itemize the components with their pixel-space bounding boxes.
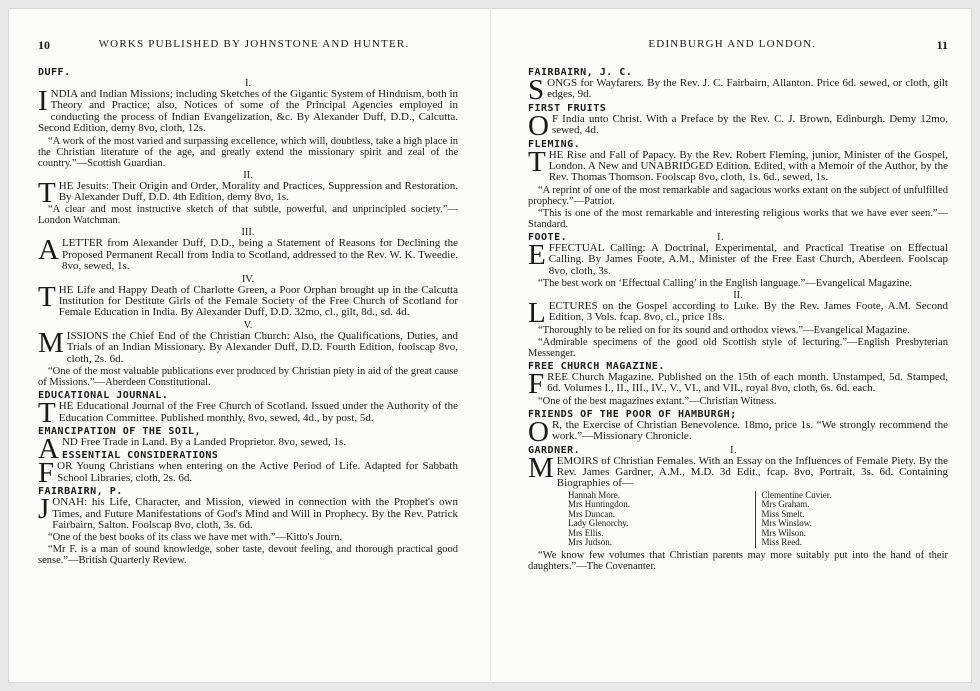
entry-text: ECTURES on the Gospel according to Luke. By the Rev. James Foote, A.M. Second Edition, 3 Vols. fcap. 8vo, cl., price 18s. — [548, 300, 948, 324]
entry-text: EMOIRS of Christian Females. With an Essay on the Influences of Female Piety. By the Rev. James Gardner, A.M., M.D. 3d Edit., fcap. 8vo, Portrait, 3s. 6d. Containing Biographies of— — [556, 454, 948, 490]
biography-column — [568, 491, 755, 548]
book-entry — [38, 85, 458, 135]
section-number: I. — [730, 444, 738, 456]
biography-name: Clementine Cuvier. — [761, 489, 832, 500]
biography-list — [568, 491, 948, 548]
entry-text: OR Young Christians when entering on the Active Period of Life. Adapted for Sabbath School Libraries, cloth, 2s. 6d. — [57, 460, 458, 484]
biography-name: Mrs Huntingdon. — [568, 499, 631, 510]
review-quote: “Thoroughly to be relied on for its sound and orthodox views.”—Evangelical Magazine. — [538, 324, 910, 336]
section-author-text: FAIRBAIRN, J. C. — [528, 67, 633, 78]
biography-name: Mrs Duncan. — [568, 508, 615, 519]
entry-text: ONAH: his Life, Character, and Mission, viewed in connection with the Prophet's own Times, and Future Manifestations of God's Mind and Will in Prophecy. By the Rev. Patrick Fairbairn, Salton. Foolscap 8vo, cloth, 3s. 6d. — [52, 496, 458, 531]
section-author-text: FIRST FRUITS — [528, 102, 607, 114]
page-number: 11 — [936, 38, 948, 52]
section-number: I. — [244, 78, 252, 89]
right-running-head — [528, 38, 948, 53]
review-quote: “A work of the most varied and surpassing excellence, which will, doubtless, take a high place in the Christian literature of the age, and greatly extend the missionary spirit and zeal of the country.”—Scottish Guardian. — [38, 135, 458, 169]
entry-text: HE Life and Happy Death of Charlotte Green, a Poor Orphan brought up in the Calcutta Institution for Destitute Girls of the Female Society of the Free Church of Scotland for Female Education in India. By Alexander Duff, D.D. 32mo, cl., gilt, 8d., sd. 4d. — [58, 283, 458, 319]
biography-name: Hannah More. — [568, 489, 620, 500]
review-quote: “We know few volumes that Christian parents may more suitably put into the hand of their daughters.”—The Covenanter. — [528, 549, 948, 572]
section-author-text: FLEMING. — [528, 138, 581, 150]
drop-cap: M — [528, 451, 554, 484]
book-entry — [528, 367, 948, 400]
drop-cap: T — [38, 176, 56, 209]
entry-text: F India unto Christ. With a Preface by the Rev. C. J. Brown, Edinburgh. Demy 12mo, sewed, 4d. — [551, 112, 948, 137]
drop-cap: M — [38, 326, 64, 359]
drop-cap: L — [528, 297, 546, 330]
book-entry — [38, 457, 458, 490]
right-page — [528, 38, 948, 573]
section-author-text: FOOTE. — [528, 231, 568, 243]
drop-cap: F — [528, 367, 545, 400]
drop-cap: O — [528, 109, 549, 142]
section-author-text: FREE CHURCH MAGAZINE. — [528, 360, 665, 372]
entry-text: HE Jesuits: Their Origin and Order, Morality and Practices, Suppression and Restoration. By Alexander Duff, D.D. 4th Edition, demy 8vo, 1s. — [58, 179, 458, 204]
drop-cap: S — [528, 74, 545, 106]
section-number: IV. — [241, 273, 255, 285]
section-number: II. — [243, 169, 253, 181]
running-head-text: EDINBURGH AND LONDON. — [648, 38, 817, 50]
left-page — [38, 38, 458, 567]
biography-name: Miss Smelt. — [761, 508, 805, 519]
review-quote: “One of the best magazines extant.”—Christian Witness. — [538, 395, 777, 407]
book-entry — [38, 176, 458, 209]
book-entry — [38, 280, 458, 319]
book-entry — [38, 397, 458, 430]
section-author-text: EMANCIPATION OF THE SOIL, — [38, 425, 202, 437]
entry-text: ND Free Trade in Land. By a Landed Proprietor. 8vo, sewed, 1s. — [61, 435, 347, 448]
left-page-body — [38, 67, 458, 566]
book-entry — [38, 234, 458, 273]
review-quote: “Admirable specimens of the good old Scottish style of lecturing.”—English Presbyterian Messenger. — [528, 336, 948, 359]
review-quote: “This is one of the most remarkable and interesting religious works that we have ever seen.”—Standard. — [528, 207, 948, 230]
entry-text: ONGS for Wayfarers. By the Rev. J. C. Fairbairn, Allanton. Price 6d. sewed, or cloth, gilt edges, 9d. — [547, 77, 948, 101]
review-quote: “A reprint of one of the most remarkable and sagacious works extant on the subject of unfulfilled prophecy.”—Patriot. — [528, 184, 948, 207]
review-quote: “A clear and most instructive sketch of that subtle, powerful, and unprincipled society.”—London Watchman. — [38, 204, 458, 227]
drop-cap: T — [38, 280, 56, 313]
entry-text: HE Rise and Fall of Papacy. By the Rev. Robert Fleming, junior, Minister of the Gospel, London. A New and UNABRIDGED Edition. Edited, with a Memoir of the Author, by the Rev. Thomas Thomson. Foolscap 8vo, cloth, 1s. 6d., sewed, 1s. — [548, 148, 948, 184]
biography-name: Mrs Graham. — [761, 499, 810, 510]
section-author-text: GARDNER. — [528, 444, 581, 456]
drop-cap: T — [38, 397, 56, 430]
book-entry — [528, 109, 948, 142]
biography-name: Mrs Winslow. — [761, 518, 812, 529]
section-number: V. — [243, 319, 253, 331]
drop-cap: I — [38, 85, 48, 117]
drop-cap: F — [38, 457, 55, 490]
book-entry — [528, 451, 948, 490]
gutter — [490, 8, 491, 683]
entry-text: NDIA and Indian Missions; including Sketches of the Gigantic System of Hinduism, both in Theory and Practice; also, Notices of some of the Principal Agencies employed in conducting the process of Indian Evangelization, &c. By Alexander Duff, D.D., Calcutta. Second Edition, demy 8vo, cloth, 12s. — [38, 88, 458, 135]
section-author — [38, 67, 458, 78]
book-entry — [528, 145, 948, 184]
right-page-body — [528, 67, 948, 572]
section-author-text: ESSENTIAL CONSIDERATIONS — [61, 450, 219, 462]
section-number: III. — [241, 227, 255, 239]
entry-text: HE Educational Journal of the Free Church of Scotland. Issued under the Authority of the Education Committee. Published monthly, 8vo, sewed, 4d., by post, 5d. — [58, 400, 458, 424]
drop-cap: T — [528, 145, 546, 178]
book-spread — [8, 8, 972, 683]
biography-column — [755, 491, 949, 548]
drop-cap: A — [38, 432, 59, 465]
biography-name: Lady Glenorchy. — [568, 518, 629, 529]
review-quote: “One of the most valuable publications ever produced by Christian piety in aid of the great cause of Missions.”—Aberdeen Constitutional. — [38, 366, 458, 389]
drop-cap: J — [38, 493, 50, 526]
drop-cap: A — [38, 234, 59, 267]
review-quote: “One of the best books of its class we have met with.”—Kitto's Journ. — [48, 532, 343, 544]
section-author-text: DUFF. — [38, 67, 71, 78]
entry-text: R, the Exercise of Christian Benevolence. 18mo, price 1s. “We strongly recommend the work.”—Missionary Chronicle. — [551, 418, 948, 443]
book-entry — [528, 74, 948, 106]
drop-cap: E — [528, 238, 546, 271]
biography-name: Mrs Judson. — [568, 537, 613, 548]
book-entry — [38, 493, 458, 531]
review-quote: “The best work on ‘Effectual Calling’ in the English language.”—Evangelical Magazine. — [538, 278, 912, 290]
left-running-head — [38, 38, 458, 53]
entry-text: ISSIONS the Chief End of the Christian Church: Also, the Qualifications, Duties, and Trials of an Indian Missionary. By Alexander Duff, D.D. Fourth Edition, foolscap 8vo, cloth, 2s. 6d. — [66, 329, 458, 365]
running-head-text: WORKS PUBLISHED BY JOHNSTONE AND HUNTER. — [98, 38, 410, 50]
page-number: 10 — [38, 38, 50, 52]
entry-text: FFECTUAL Calling: A Doctrinal, Experimental, and Practical Treatise on Effectual Calling. By James Foote, A.M., Minister of the Free East Church, Aberdeen. Foolscap 8vo, cloth, 3s. — [548, 241, 948, 277]
biography-name: Mrs Ellis. — [568, 527, 604, 538]
biography-name: Mrs Wilson. — [761, 527, 806, 538]
book-entry — [528, 238, 948, 277]
review-quote: “Mr F. is a man of sound knowledge, sober taste, devout feeling, and thorough practical good sense.”—British Quarterly Review. — [38, 544, 458, 567]
biography-name: Miss Reed. — [761, 537, 802, 548]
entry-text: LETTER from Alexander Duff, D.D., being a Statement of Reasons for Declining the Proposed Permanent Recall from India to Scotland, addressed to the Rev. W. K. Tweedie. 8vo, sewed, 1s. — [61, 237, 458, 273]
section-number: II. — [733, 290, 743, 302]
entry-text: REE Church Magazine. Published on the 15th of each month. Unstamped, 5d. Stamped, 6d. Volumes I., II., III., IV., V., VI., and VII., royal 8vo, cloth, 6s. 6d. each. — [547, 370, 948, 395]
drop-cap: O — [528, 415, 549, 448]
section-author-text: FAIRBAIRN, P. — [38, 486, 123, 498]
book-entry — [38, 326, 458, 365]
section-author-text: EDUCATIONAL JOURNAL. — [38, 390, 169, 402]
book-entry — [528, 415, 948, 448]
section-author-text: FRIENDS OF THE POOR OF HAMBURGH; — [528, 408, 737, 420]
section-number: I. — [717, 231, 724, 243]
